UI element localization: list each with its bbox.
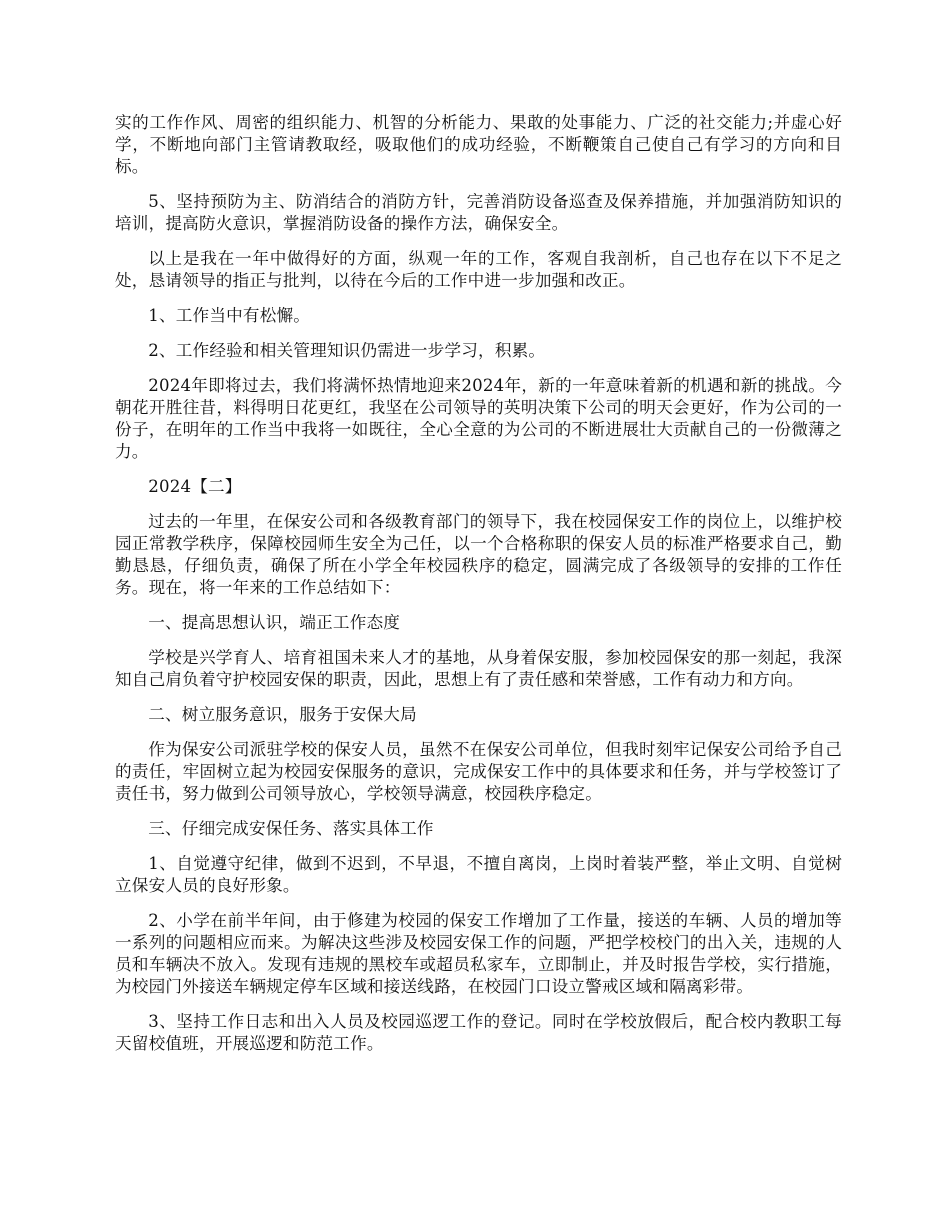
paragraph-service: 作为保安公司派驻学校的保安人员，虽然不在保安公司单位，但我时刻牢记保安公司给予自己的责任，牢固树立起为校园安保服务的意识，完成保安工作中的具体要求和任务，并与学校签订了责任书，努力做到公司领导放心，学校领导满意，校园秩序稳定。: [115, 740, 842, 803]
paragraph-shortcoming-1: 1、工作当中有松懈。: [148, 306, 311, 325]
paragraph-fire-safety: 5、坚持预防为主、防消结合的消防方针，完善消防设备巡查及保养措施，并加强消防知识的培训，提高防火意识，掌握消防设备的操作方法，确保安全。: [115, 192, 842, 233]
paragraph-shortcoming-2: 2、工作经验和相关管理知识仍需进一步学习，积累。: [148, 341, 546, 360]
subheading-service: 二、树立服务意识，服务于安保大局: [148, 705, 417, 724]
paragraph-intro-summary: 过去的一年里，在保安公司和各级教育部门的领导下，我在校园保安工作的岗位上，以维护校园正常教学秩序，保障校园师生安全为己任，以一个合格称职的保安人员的标准严格要求自己，勤勤恳恳，仔细负责，确保了所在小学全年校园秩序的稳定，圆满完成了各级领导的安排的工作任务。现在，将一年来的工作总结如下：: [115, 512, 842, 597]
document-page: [115, 112, 842, 1068]
paragraph-task-1: 1、自觉遵守纪律，做到不迟到，不早退，不擅自离岗，上岗时着装严整，举止文明、自觉树立保安人员的良好形象。: [115, 854, 842, 895]
section-heading-two: 2024【二】: [148, 477, 242, 496]
paragraph-task-3: 3、坚持工作日志和出入人员及校园巡逻工作的登记。同时在学校放假后，配合校内教职工每天留校值班，开展巡逻和防范工作。: [115, 1012, 842, 1053]
subheading-thinking: 一、提高思想认识，端正工作态度: [148, 613, 401, 632]
paragraph-new-year-outlook: 2024年即将过去，我们将满怀热情地迎来2024年，新的一年意味着新的机遇和新的挑战。今朝花开胜往昔，料得明日花更红，我坚在公司领导的英明决策下公司的明天会更好，作为公司的一份子，在明年的工作当中我将一如既往，全心全意的为公司的不断进展壮大贡献自己的一份微薄之力。: [115, 376, 842, 461]
subheading-tasks: 三、仔细完成安保任务、落实具体工作: [148, 819, 434, 838]
paragraph-thinking: 学校是兴学育人、培育祖国未来人才的基地，从身着保安服，参加校园保安的那一刻起，我深知自己肩负着守护校园安保的职责，因此，思想上有了责任感和荣誉感，工作有动力和方向。: [115, 648, 842, 689]
paragraph-self-review: 以上是我在一年中做得好的方面，纵观一年的工作，客观自我剖析，自己也存在以下不足之处，恳请领导的指正与批判，以待在今后的工作中进一步加强和改正。: [115, 249, 842, 290]
paragraph-task-2: 2、小学在前半年间，由于修建为校园的保安工作增加了工作量，接送的车辆、人员的增加等一系列的问题相应而来。为解决这些涉及校园安保工作的问题，严把学校校门的出入关，违规的人员和车辆决不放入。发现有违规的黑校车或超员私家车，立即制止，并及时报告学校，实行措施，为校园门外接送车辆规定停车区域和接送线路，在校园门口设立警戒区域和隔离彩带。: [115, 911, 842, 996]
paragraph-continued: 实的工作作风、周密的组织能力、机智的分析能力、果敢的处事能力、广泛的社交能力;并虚心好学，不断地向部门主管请教取经，吸取他们的成功经验，不断鞭策自己使自己有学习的方向和目标。: [115, 113, 842, 176]
